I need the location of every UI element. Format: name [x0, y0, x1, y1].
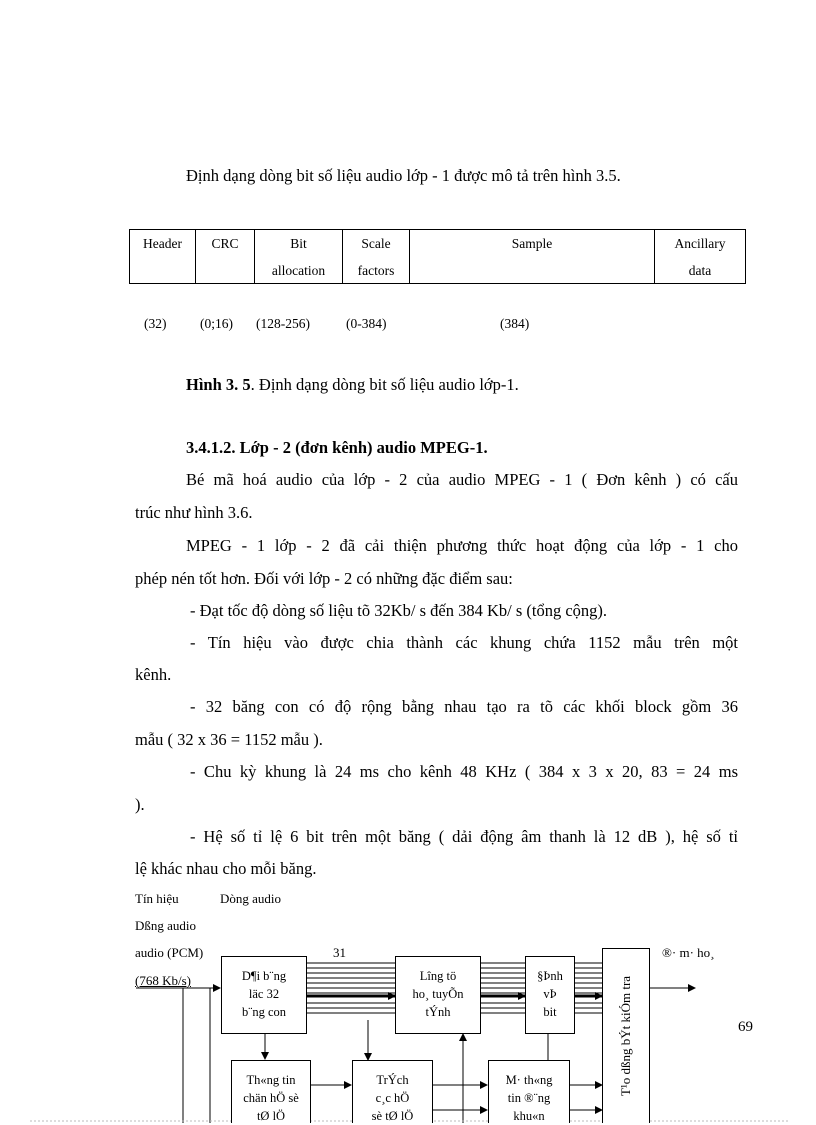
box-quantizer — [395, 956, 481, 1034]
box-encode-info-line2: tin ®¨ng — [507, 1091, 551, 1105]
box-quantizer-line1: Lîng tö — [419, 969, 457, 983]
box-bitstream-formatter — [602, 948, 650, 1123]
cell-crc-label: CRC — [211, 236, 239, 251]
box-bit-allocation-line3: bit — [543, 1005, 557, 1019]
box-extract-scale-line1: TrÝch — [376, 1073, 409, 1087]
figure-caption-text: . Định dạng dòng bit số liệu audio lớp-1. — [250, 375, 519, 394]
intro-text: Định dạng dòng bit số liệu audio lớp - 1 được mô tả trên hình 3.5. — [186, 166, 621, 185]
paragraph-1-line2: trúc như hình 3.6. — [135, 503, 253, 522]
section-heading: 3.4.1.2. Lớp - 2 (đơn kênh) audio MPEG-1. — [186, 438, 488, 457]
box-scale-info-line1: Th«ng tin — [246, 1073, 296, 1087]
diagram-label-31: 31 — [333, 945, 346, 960]
cell-header-label: Header — [143, 236, 182, 251]
cell-scale-factors-line2: factors — [357, 263, 395, 278]
cell-scale-factors-line1: Scale — [361, 236, 391, 251]
bullet-3-line2: mẫu ( 32 x 36 = 1152 mẫu ). — [135, 730, 323, 749]
bits-scale-factors: (0-384) — [346, 316, 387, 331]
bits-sample: (384) — [500, 316, 530, 331]
bullet-3-line1: - 32 băng con có độ rộng bằng nhau tạo ra tõ các khối block gồm 36 — [190, 697, 738, 716]
bullet-4-line1: - Chu kỳ khung là 24 ms cho kênh 48 KHz ( 384 x 3 x 20, 83 = 24 ms — [190, 762, 738, 781]
cell-bit-allocation-line1: Bit — [290, 236, 307, 251]
box-extract-scale — [352, 1060, 433, 1123]
box-subband-filter-line3: b¨ng con — [241, 1005, 287, 1019]
diagram-label-dbng-audio: Dßng audio — [135, 918, 197, 933]
paragraph-2-line2: phép nén tốt hơn. Đối với lớp - 2 có những đặc điểm sau: — [135, 569, 513, 588]
box-bit-allocation-line2: vÞ — [543, 987, 557, 1001]
box-subband-filter-line1: D¶i b¨ng — [241, 969, 287, 983]
box-bitstream-formatter-label: T¹o dßng bÝt kiÓm tra — [618, 975, 633, 1097]
bullet-5-line1: - Hệ số tỉ lệ 6 bit trên một băng ( dải động âm thanh là 12 dB ), hệ số tỉ — [190, 827, 738, 846]
box-subband-filter-line2: läc 32 — [248, 987, 280, 1001]
cell-sample-label: Sample — [511, 236, 553, 251]
cell-ancillary-line1: Ancillary — [674, 236, 726, 251]
bullet-5-line2: lệ khác nhau cho mỗi băng. — [135, 859, 317, 878]
box-subband-filter — [221, 956, 307, 1034]
diagram-label-tin-hieu: Tín hiệu — [135, 891, 179, 906]
diagram-label-audio-pcm: audio (PCM) — [135, 945, 204, 960]
cell-bit-allocation-line2: allocation — [271, 263, 326, 278]
bits-bit-allocation: (128-256) — [256, 316, 310, 331]
box-scale-info-line2: chän hÖ sè — [243, 1091, 299, 1105]
cell-ancillary-line2: data — [688, 263, 712, 278]
page-number: 69 — [738, 1019, 753, 1035]
box-quantizer-line3: tÝnh — [425, 1005, 451, 1019]
box-scale-info — [231, 1060, 311, 1123]
box-quantizer-line2: ho¸ tuyÕn — [412, 987, 464, 1001]
diagram-label-dong-audio: Dòng audio — [220, 891, 282, 906]
box-extract-scale-line2: c¸c hÖ — [375, 1091, 410, 1105]
bullet-1: - Đạt tốc độ dòng số liệu tõ 32Kb/ s đến 384 Kb/ s (tổng cộng). — [190, 601, 608, 620]
box-bit-allocation — [525, 956, 575, 1034]
bullet-4-line2: ). — [135, 795, 145, 814]
box-encode-info-line1: M· th«ng — [505, 1073, 553, 1087]
bullet-2-line1: - Tín hiệu vào được chia thành các khung chứa 1152 mẫu trên một — [190, 633, 738, 652]
bullet-2-line2: kênh. — [135, 665, 172, 684]
box-bit-allocation-line1: §Þnh — [537, 969, 563, 983]
diagram-label-output: ®· m· ho¸ — [662, 945, 715, 960]
diagram-label-rate: (768 Kb/s) — [135, 973, 191, 988]
paragraph-2-line1: MPEG - 1 lớp - 2 đã cải thiện phương thức hoạt động của lớp - 1 cho — [186, 536, 738, 555]
box-encode-info-line3: khu«n — [513, 1109, 545, 1123]
paragraph-1-line1: Bé mã hoá audio của lớp - 2 của audio MPEG - 1 ( Đơn kênh ) có cấu — [186, 470, 738, 489]
box-scale-info-line3: tØ lÖ — [256, 1109, 286, 1123]
bits-crc: (0;16) — [200, 316, 233, 331]
bits-header: (32) — [144, 316, 167, 331]
box-extract-scale-line3: sè tØ lÖ — [371, 1109, 414, 1123]
box-encode-info — [488, 1060, 570, 1123]
figure-caption-label: Hình 3. 5 — [186, 375, 251, 394]
